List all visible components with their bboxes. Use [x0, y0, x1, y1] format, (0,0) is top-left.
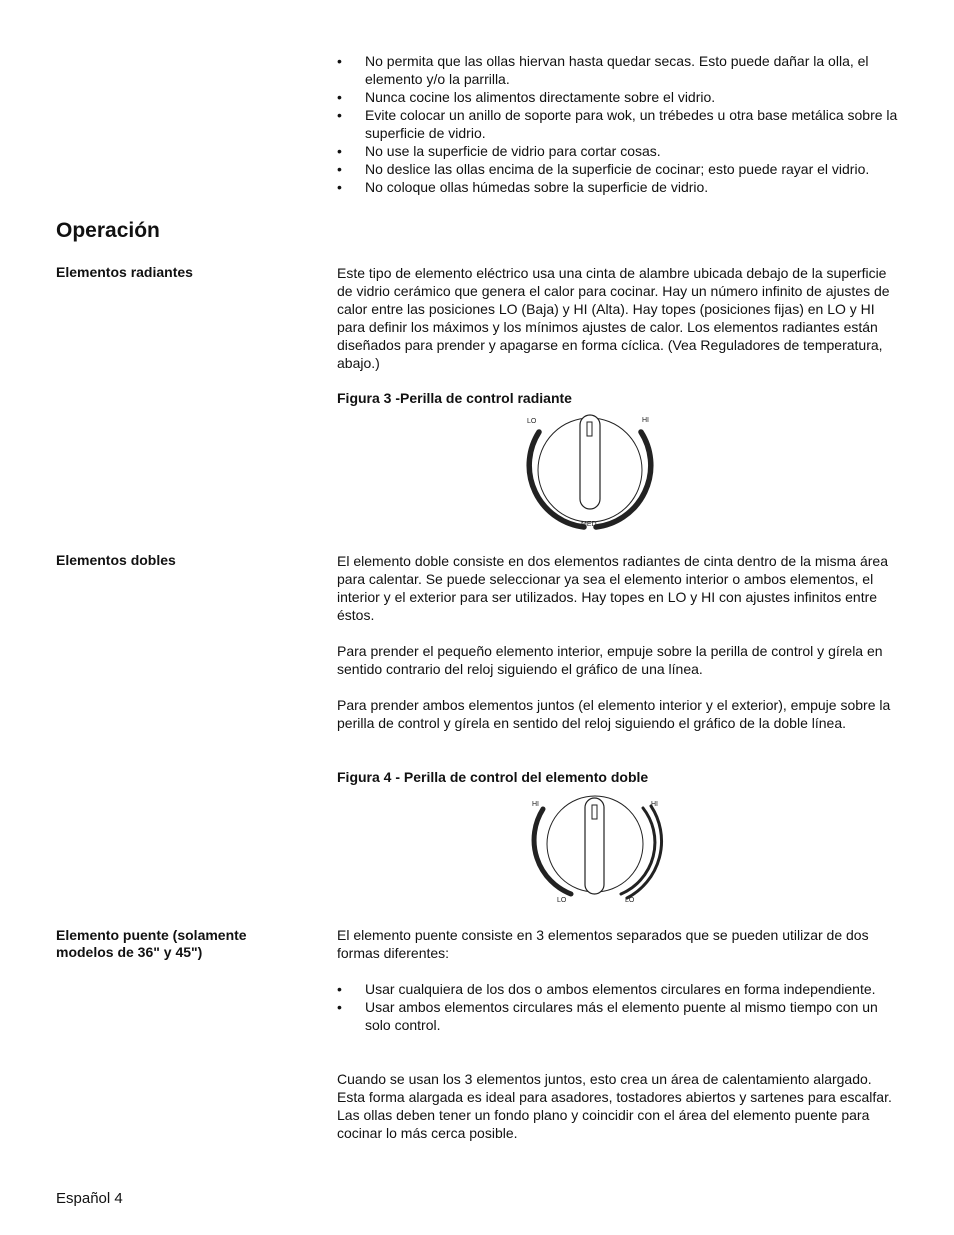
list-item: • No coloque ollas húmedas sobre la superficie de vidrio.	[337, 179, 709, 195]
knob-label-lo-right: LO	[625, 897, 635, 904]
bullet-symbol: •	[337, 143, 342, 159]
bullet-symbol: •	[337, 981, 342, 997]
bullet-symbol: •	[337, 999, 342, 1015]
page-footer: Español 4	[56, 1190, 123, 1207]
radiant-label: Elementos radiantes	[56, 264, 193, 280]
knob-arc-right	[596, 432, 651, 527]
list-item: • Usar cualquiera de los dos o ambos elementos circulares en forma independiente.	[337, 981, 876, 997]
knob-label-hi-left: HI	[532, 801, 539, 808]
figure-3-caption: Figura 3 -Perilla de control radiante	[337, 390, 572, 406]
bridge-label: Elemento puente (solamente modelos de 36" y 45")	[56, 927, 247, 960]
list-item: • Usar ambos elementos circulares más el elemento puente al mismo tiempo con un solo control.	[337, 999, 878, 1033]
list-item: • No use la superficie de vidrio para cortar cosas.	[337, 143, 661, 159]
bullet-symbol: •	[337, 161, 342, 177]
knob-label-med: MED	[581, 521, 597, 528]
bullet-symbol: •	[337, 89, 342, 105]
list-item: • No deslice las ollas encima de la superficie de cocinar; esto puede rayar el vidrio.	[337, 161, 870, 177]
knob-arc-double-outer	[627, 806, 662, 898]
knob-label-lo: LO	[527, 418, 537, 425]
bullet-symbol: •	[337, 179, 342, 195]
list-item: • Evite colocar un anillo de soporte para wok, un trébedes u otra base metálica sobre la superficie de vidrio.	[337, 107, 898, 141]
dual-paragraph-3: Para prender ambos elementos juntos (el elemento interior y el exterior), empuje sobre la perilla de control y gírela en sentido del reloj siguiendo el gráfico de la doble línea.	[337, 697, 891, 731]
figure-4-caption: Figura 4 - Perilla de control del elemento doble	[337, 769, 649, 785]
knob-grip	[580, 415, 600, 509]
knob-grip	[585, 798, 604, 894]
bridge-intro: El elemento puente consiste en 3 elementos separados que se pueden utilizar de dos formas diferentes:	[337, 927, 869, 961]
list-item: • Nunca cocine los alimentos directamente sobre el vidrio.	[337, 89, 716, 105]
dual-label: Elementos dobles	[56, 552, 176, 568]
dual-knob-figure	[525, 794, 665, 906]
knob-label-hi-right: HI	[651, 801, 658, 808]
list-item: • No permita que las ollas hiervan hasta quedar secas. Esto puede dañar la olla, el elemento y/o la parrilla.	[337, 53, 869, 87]
dual-paragraph-2: Para prender el pequeño elemento interior, empuje sobre la perilla de control y gírela en sentido contrario del reloj siguiendo el gráfico de una línea.	[337, 643, 883, 677]
bridge-closing: Cuando se usan los 3 elementos juntos, esto crea un área de calentamiento alargado. Esta forma alargada es ideal para asadores, tostadores abiertos y sartenes para escalfar. Las ollas deben tener un fondo plano y coincidir con el área del elemento puente para cocinar lo más cerca posible.	[337, 1071, 892, 1141]
dual-paragraph-1: El elemento doble consiste en dos elementos radiantes de cinta dentro de la misma área para calentar. Se puede seleccionar ya sea el elemento interior o ambos elementos, el interior y el exterior para ser utilizados. Hay topes en LO y HI con ajustes infinitos entre éstos.	[337, 553, 888, 623]
radiant-text: Este tipo de elemento eléctrico usa una cinta de alambre ubicada debajo de la superficie de vidrio cerámico que genera el calor para cocinar. Hay un número infinito de ajustes de calor entre las posiciones LO (Baja) y HI (Alta). Hay topes (posiciones fijas) en LO y HI para definir los máximos y los mínimos ajustes de calor. Los elementos radiantes están diseñados para prender y apagarse en forma cíclica. (Vea Reguladores de temperatura, abajo.)	[337, 265, 890, 371]
bullet-symbol: •	[337, 107, 342, 123]
knob-arc-left	[529, 432, 584, 527]
knob-label-hi: HI	[642, 417, 649, 424]
knob-label-lo-left: LO	[557, 897, 567, 904]
radiant-knob-figure	[520, 410, 660, 532]
top-bullet-list	[337, 52, 902, 196]
bullet-symbol: •	[337, 53, 342, 69]
section-title: Operación	[56, 219, 160, 242]
bridge-bullet-list	[337, 980, 902, 1034]
